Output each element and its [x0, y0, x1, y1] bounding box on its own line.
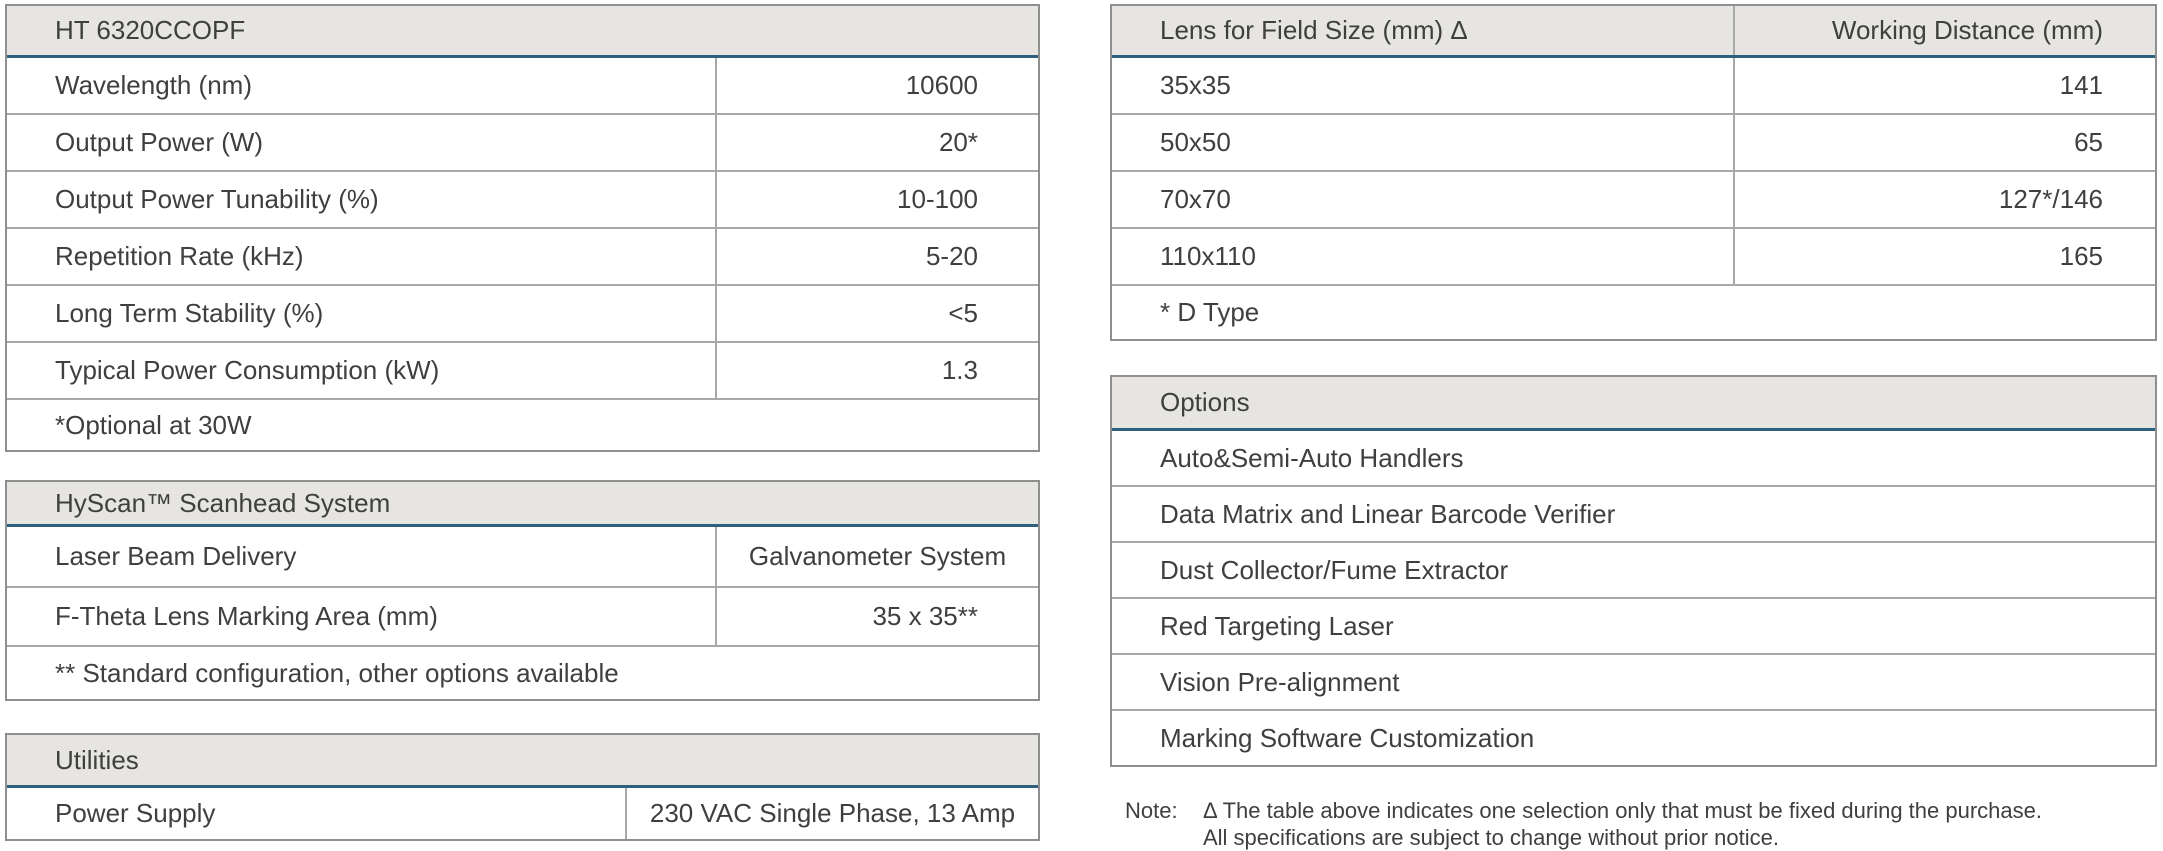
spec-label: Long Term Stability (%): [7, 286, 717, 341]
note-line-2: All specifications are subject to change without prior notice.: [1203, 825, 1779, 850]
option-item: Dust Collector/Fume Extractor: [1112, 543, 2155, 599]
lens-size: 50x50: [1112, 115, 1735, 170]
lens-column-header: Lens for Field Size (mm) Δ: [1112, 6, 1735, 55]
utilities-title: Utilities: [55, 744, 139, 775]
spec-footnote: ** Standard configuration, other options available: [55, 657, 619, 688]
spec-value: 20*: [938, 127, 978, 157]
lens-size: 70x70: [1112, 172, 1735, 227]
options-title: Options: [1160, 387, 1250, 417]
laser-model-title: HT 6320CCOPF: [55, 15, 246, 45]
utilities-table: [5, 733, 1040, 841]
laser-spec-table: [5, 4, 1040, 452]
spec-value: 1.3: [941, 355, 978, 385]
note-line-1: Δ The table above indicates one selection only that must be fixed during the purchase.: [1203, 798, 2042, 823]
spec-value: 5-20: [925, 241, 978, 271]
note-block: [1125, 797, 2155, 851]
spec-label: Power Supply: [7, 788, 627, 839]
table-row: [7, 588, 1038, 647]
spec-label: Output Power Tunability (%): [7, 172, 717, 227]
spec-value: 230 VAC Single Phase, 13 Amp: [649, 798, 1016, 828]
table-row: [7, 58, 1038, 115]
spec-footnote: *Optional at 30W: [55, 409, 252, 440]
table-row: [7, 527, 1038, 588]
options-table-header: [1112, 377, 2155, 431]
option-item: Marking Software Customization: [1160, 722, 1535, 753]
lens-size: 110x110: [1112, 229, 1735, 284]
option-item: Vision Pre-alignment: [1112, 655, 2155, 711]
table-row: [7, 343, 1038, 400]
table-row: [7, 788, 1038, 839]
lens-footnote: * D Type: [1160, 297, 1260, 327]
spec-label: Laser Beam Delivery: [7, 527, 717, 586]
spec-value: 35 x 35**: [872, 601, 978, 631]
option-item: Auto&Semi-Auto Handlers: [1112, 431, 2155, 487]
note-text: [1203, 797, 2155, 851]
spec-value: 10-100: [897, 184, 978, 214]
note-label: Note:: [1125, 798, 1178, 823]
lens-size: 35x35: [1112, 58, 1735, 113]
working-distance: 141: [2059, 70, 2103, 100]
lens-field-size-table: [1110, 4, 2157, 341]
spec-value: Galvanometer System: [748, 541, 1007, 571]
laser-spec-table-header: [7, 6, 1038, 58]
table-row: [1112, 172, 2155, 229]
working-distance: 165: [2059, 241, 2103, 271]
table-row: [7, 172, 1038, 229]
working-distance: 127*/146: [1998, 184, 2103, 214]
spec-label: Typical Power Consumption (kW): [7, 343, 717, 398]
options-table: [1110, 375, 2157, 767]
spec-label: Wavelength (nm): [7, 58, 717, 113]
scanhead-table: [5, 480, 1040, 701]
scanhead-title: HyScan™ Scanhead System: [55, 487, 391, 518]
spec-label: Repetition Rate (kHz): [7, 229, 717, 284]
scanhead-table-header: [7, 482, 1038, 527]
table-row: [7, 229, 1038, 286]
working-distance-column-header: Working Distance (mm): [1831, 15, 2103, 45]
table-row: [1112, 58, 2155, 115]
utilities-table-header: [7, 735, 1038, 788]
spec-label: Output Power (W): [7, 115, 717, 170]
spec-value: 10600: [905, 70, 978, 100]
table-row: [7, 286, 1038, 343]
lens-table-header: [1112, 6, 2155, 58]
table-row: [7, 115, 1038, 172]
table-row: [1112, 229, 2155, 286]
option-item: Data Matrix and Linear Barcode Verifier: [1112, 487, 2155, 543]
option-item: Red Targeting Laser: [1112, 599, 2155, 655]
working-distance: 65: [2074, 127, 2103, 157]
table-row: [1112, 115, 2155, 172]
spec-value: <5: [948, 298, 978, 328]
spec-label: F-Theta Lens Marking Area (mm): [7, 588, 717, 645]
